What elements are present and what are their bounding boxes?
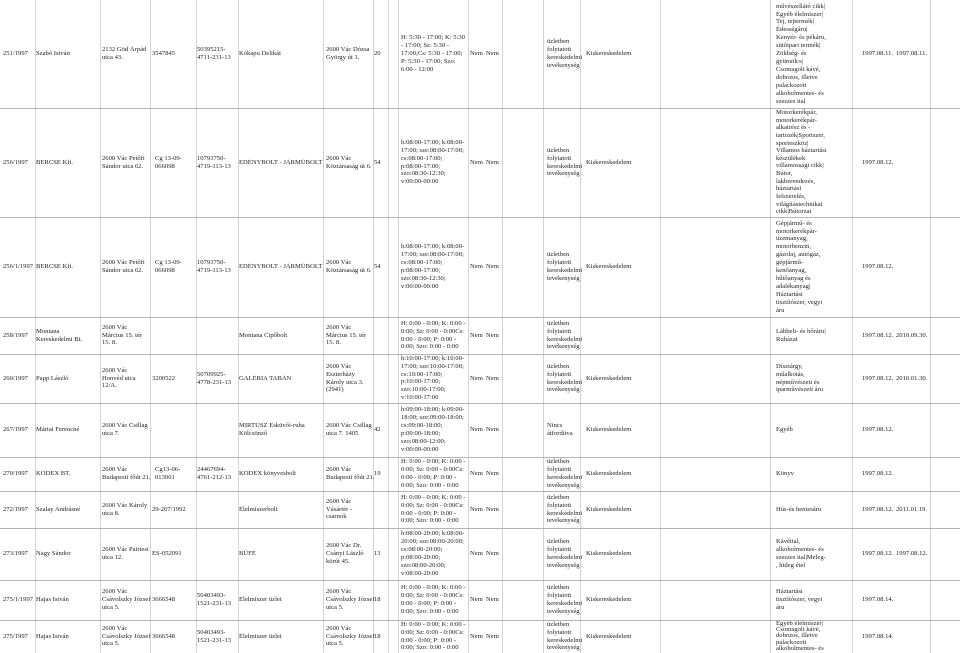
cell-addr: 2600 Vác Csávolszky József utca 5.: [102, 624, 151, 648]
cell-hours: H: 0:00 - 0:00; K: 0:00 - 0:00; Sz: 0:00 - 0:00Cs: 0:00 - 0:00; P: 0:00 - 0:00; Szo: 0:00 - 0:00: [401, 458, 466, 489]
cell-shop: Montana Cipőbolt: [239, 331, 288, 339]
cell-shopaddr: 2600 Vác Csávolszky József utca 5.: [326, 588, 375, 611]
cell-reg: 267/1997: [3, 426, 28, 434]
column-divider: [196, 0, 197, 653]
cell-type: Kiskereskedelem: [586, 550, 632, 558]
cell-reg: 273/1997: [3, 550, 28, 558]
cell-shop: Élelmiszer üzlet: [239, 632, 282, 640]
cell-addr: 2600 Vác Pairiesi utca 12.: [102, 546, 149, 561]
cell-shopaddr: 2600 Vác Budapesti főút 21.: [326, 466, 375, 481]
cell-reg: 256/1/1997: [3, 263, 34, 271]
cell-smoke: Nem: [486, 263, 499, 271]
cell-date2: 2010.09.30.: [896, 331, 928, 339]
cell-date2: 1997.08.11.: [896, 50, 928, 58]
cell-addr: 2600 Vác Budapesti főút 21.: [102, 466, 151, 481]
row-divider: [0, 354, 960, 355]
cell-status: üzletben folytatott kereskedelmi tevékenység: [547, 146, 583, 178]
cell-date1: 1997.08.14.: [862, 632, 894, 640]
cell-smoke: Nem: [486, 374, 499, 382]
cell-date1: 1997.08.12.: [862, 158, 894, 166]
cell-name: Hajas István: [36, 596, 69, 604]
cell-hours: h:09:00-18:00; k:09:00- 18:00; sze:09:00-18:00; cs:09:00-18:00; p:09:00-18:00; szo:08:00-12:00; v:00:00-00:00: [401, 406, 465, 453]
cell-status: üzletben folytatott kereskedelmi tevékenység: [547, 621, 583, 652]
column-divider: [388, 0, 389, 653]
cell-smoke: Nem: [486, 331, 499, 339]
cell-shopaddr: 2600 Vác Köztársaság út 6.: [326, 154, 372, 170]
cell-taxno: 50403493- 1521-231-13: [197, 592, 232, 607]
cell-taxno: 10793750- 4719-113-13: [197, 259, 231, 274]
cell-tax: 3200522: [152, 374, 176, 382]
cell-shop: BÜFÉ: [239, 550, 256, 558]
row-divider: [0, 457, 960, 458]
column-divider: [323, 0, 324, 653]
cell-tax: 29-207/1992: [152, 505, 186, 513]
cell-hours: h:08:00-17:00; k:08:00- 17:00; sze:08:00-17:00; cs:08:00-17:00; p:08:00-17:00; szo:08:30-12:30; v:00:00-00:00: [401, 243, 465, 290]
cell-reg: 258/1997: [3, 331, 28, 339]
cell-shop: Élelmiszerbolt: [239, 505, 278, 513]
cell-date1: 1997.08.12.: [862, 263, 894, 271]
cell-status: üzletben folytatott kereskedelmi tevékenység: [547, 38, 583, 69]
cell-area: 54: [374, 158, 381, 166]
cell-date1: 1997.08.14.: [862, 596, 894, 604]
cell-area: 13: [374, 550, 381, 558]
cell-name: BERCSE Kft.: [36, 158, 74, 166]
cell-goods: Egyéb élelmiszer| Csomagolt kávé, dobozos, illetve palackozott alkoholmentes- és: [776, 621, 824, 652]
cell-alc: Nem: [470, 158, 483, 166]
cell-shop: Élelmiszer üzlet: [239, 596, 282, 604]
cell-hours: H: 0:00 - 0:00; K: 0:00 - 0:00; Sz: 0:00 - 0:00Cs: 0:00 - 0:00; P: 0:00 - 0:00; Szo: 0:00 - 0:00: [401, 584, 466, 615]
cell-reg: 272/1997: [3, 505, 28, 513]
cell-date1: 1997.08.12.: [862, 550, 894, 558]
cell-shop: EDÉNYBOLT - JÁRMŰBOLT: [239, 158, 323, 166]
column-divider: [852, 0, 853, 653]
cell-addr: 2132 Göd Árpád utca 43.: [102, 46, 147, 61]
cell-reg: 275/1997: [3, 632, 28, 640]
cell-hours: h:10:00-17:00; k:10:00- 17:00; sze:10:00-17:00; cs:10:00-17:00; p:10:00-17:00; szo:10:00-17:00; v:10:00-17:00: [401, 355, 465, 402]
cell-goods: Motorkerékpár, motorkerékpár- alkatrész és - tartozék|Sportszer, sporteszköz| Villamos háztartási készülékek villamossági cikk| Bútor, lakberendezés, háztartási felszerelés, világítástechnikai cikk|Bútorzat: [776, 109, 827, 216]
cell-type: Kiskereskedelem: [586, 426, 632, 434]
column-divider: [502, 0, 503, 653]
column-divider: [770, 0, 771, 653]
cell-shopaddr: 2600 Vác Március 15. tér 15. 8.: [326, 323, 367, 347]
cell-reg: 251/1997: [3, 50, 28, 58]
cell-name: Mártai Ferencné: [36, 426, 80, 434]
cell-addr: 2600 Vác Csávolszky József utca 5.: [102, 588, 151, 611]
row-divider: [0, 528, 960, 529]
cell-tax: 3666548: [152, 632, 176, 640]
cell-smoke: Nem: [486, 632, 499, 640]
cell-taxno: 50403493- 1521-231-13: [197, 628, 232, 644]
cell-addr: 2600 Vác Petőfi Sándor utca 62.: [102, 259, 145, 274]
cell-smoke: Nem: [486, 50, 499, 58]
cell-type: Kiskereskedelem: [586, 505, 632, 513]
cell-cg: Cg 13-09- 066098: [155, 154, 182, 170]
cell-date1: 1997.08.12.: [862, 470, 894, 478]
cell-status: üzletben folytatott kereskedelmi tevékenység: [547, 538, 583, 569]
cell-goods: Egyéb: [776, 426, 793, 434]
cell-alc: Nem: [470, 550, 483, 558]
cell-date2: 2011.01.19.: [896, 505, 928, 513]
cell-area: 20: [374, 50, 381, 58]
cell-alc: Nem: [470, 596, 483, 604]
cell-hours: h:08:00-20:00; k:08:00- 20:00; sze:08:00-20:00; cs:08:00-20:00; p:08:00-20:00; szo:08:00-20:00; v:08:00-20:00: [401, 530, 465, 577]
cell-type: Kiskereskedelem: [586, 263, 632, 271]
cell-goods: Háztartási tisztítószer, vegyi áru: [776, 588, 823, 611]
cell-alc: Nem: [470, 331, 483, 339]
cell-goods: Lábbeli- és bőráru| Ruházat: [776, 327, 826, 343]
cell-alc: Nem: [470, 426, 483, 434]
cell-name: Papp László: [36, 374, 69, 382]
cell-name: Nagy Sándor: [36, 550, 71, 558]
column-divider: [398, 0, 399, 653]
cell-goods: Kávéital, alkoholmentes- és szeszes ital|Meleg- , hideg étel: [776, 538, 826, 569]
cell-reg: 275/1/1997: [3, 596, 34, 604]
cell-date1: 1997.08.11.: [862, 50, 894, 58]
cell-reg: 270/1997: [3, 470, 28, 478]
cell-smoke: Nem: [486, 550, 499, 558]
cell-goods: Könyv: [776, 470, 794, 478]
cell-shopaddr: 2600 Vác Vásártér - csarnok: [326, 497, 353, 521]
cell-alc: Nem: [470, 263, 483, 271]
cell-addr: 2600 Vác Honvéd utca 12/A.: [102, 366, 136, 390]
cell-area: 18: [374, 632, 381, 640]
cell-alc: Nem: [470, 505, 483, 513]
row-divider: [0, 403, 960, 404]
cell-taxno: 50395215- 4711-231-13: [197, 46, 231, 61]
cell-alc: Nem: [470, 470, 483, 478]
cell-hours: H: 0:00 - 0:00; K: 0:00 - 0:00; Sz: 0:00 - 0:00Cs: 0:00 - 0:00; P: 0:00 - 0:00; Szo: 0:00 - 0:00: [401, 319, 466, 351]
cell-name: Hajas István: [36, 632, 69, 640]
cell-status: üzletben folytatott kereskedelmi tevékenység: [547, 584, 583, 615]
cell-status: üzletben folytatott kereskedelmi tevékenység: [547, 493, 583, 525]
cell-shop: GALÉRIA TABÁN: [239, 374, 292, 382]
cell-goods: Gépjármű- és motorkerékpár- üzemanyag, motorbenzin, gázolaj, autógáz, gépjármű- kenőanyag, hűtőanyag és adalékanyag| Háztartási tisztítószer, vegyi áru: [776, 219, 823, 314]
cell-alc: Nem: [470, 374, 483, 382]
cell-status: üzletben folytatott kereskedelmi tevékenység: [547, 251, 583, 282]
cell-reg: 260/1997: [3, 374, 28, 382]
row-divider: [0, 491, 960, 492]
column-divider: [100, 0, 101, 653]
cell-area: 19: [374, 470, 381, 478]
cell-date1: 1997.08.12.: [862, 374, 894, 382]
cell-hours: H: 0:00 - 0:00; K: 0:00 - 0:00; Sz: 0:00 - 0:00Cs: 0:00 - 0:00; P: 0:00 - 0:00; Szo: 0:00 - 0:00: [401, 621, 466, 652]
cell-taxno: 10793750- 4719-113-13: [197, 154, 231, 170]
cell-smoke: Nem: [486, 426, 499, 434]
cell-status: Nincs átfordítva: [547, 422, 573, 437]
cell-type: Kiskereskedelem: [586, 158, 632, 166]
cell-date1: 1997.08.12.: [862, 426, 894, 434]
cell-reg: 256/1997: [3, 158, 28, 166]
cell-shop: MIRTUSZ Esküvői-ruha Kölcsönző: [239, 422, 305, 437]
cell-shop: KÓDEX könyvesbolt: [239, 470, 296, 478]
cell-shopaddr: 2600 Vác Köztársaság út 6.: [326, 259, 372, 274]
cell-goods: művészellátó cikk| Egyéb élelmiszer| Tej, tejtermék| Édességáru| Kenyér- és pékáru, sütőipari termék| Zöldség- és gyümölcs| Csomagolt kávé, dobozos, illetve palackozott alkoholmentes- és szeszes ital: [776, 2, 826, 105]
cell-hours: H: 0:00 - 0:00; K: 0:00 - 0:00; Sz: 0:00 - 0:00Cs: 0:00 - 0:00; P: 0:00 - 0:00; Szo: 0:00 - 0:00: [401, 493, 466, 525]
cell-status: üzletben folytatott kereskedelmi tevékenység: [547, 319, 583, 351]
column-divider: [543, 0, 544, 653]
cell-type: Kiskereskedelem: [586, 50, 632, 58]
cell-name: Szabó István: [36, 50, 70, 58]
cell-date1: 1997.08.12.: [862, 331, 894, 339]
cell-goods: Dísztárgy, műalkotás, népművészeti és iparművészeti áru: [776, 362, 824, 394]
cell-type: Kiskereskedelem: [586, 470, 632, 478]
cell-goods: Hús-és hentesáru: [776, 505, 822, 513]
cell-status: üzletben folytatott kereskedelmi tevékenység: [547, 458, 583, 489]
cell-shopaddr: 2600 Vác Dózsa György út 1.: [326, 46, 370, 61]
cell-taxno: 24467694- 4761-212-13: [197, 466, 232, 481]
cell-tax: ES-052091: [152, 550, 182, 558]
cell-date2: 1997.08.12.: [896, 550, 928, 558]
cell-taxno: 50709925- 4778-231-13: [197, 370, 232, 386]
cell-smoke: Nem: [486, 505, 499, 513]
cell-type: Kiskereskedelem: [586, 596, 632, 604]
cell-smoke: Nem: [486, 470, 499, 478]
cell-name: KÓDEX BT.: [36, 470, 71, 478]
cell-area: 54: [374, 263, 381, 271]
cell-area: 42: [374, 426, 381, 434]
cell-tax: 3666548: [152, 596, 176, 604]
cell-cg: Cg 13-09- 066098: [155, 259, 182, 274]
cell-type: Kiskereskedelem: [586, 374, 632, 382]
cell-addr: 2600 Vác Károly utca 8.: [102, 501, 148, 517]
cell-addr: 2600 Vác Petőfi Sándor utca 62.: [102, 154, 145, 170]
cell-shopaddr: 2600 Vác Eszterházy Károly utca 3. (2941): [326, 362, 364, 394]
cell-date2: 2010.01.30.: [896, 374, 928, 382]
cell-name: Szalay Andrásné: [36, 505, 81, 513]
cell-hours: H: 5:30 - 17:00; K: 5:30 - 17:00; Sz: 5:30 - 17:00;Cs: 5:30 - 17:00; P: 5:30 - 17:00; Szo: 6:00 - 12:00: [401, 34, 465, 73]
cell-smoke: Nem: [486, 158, 499, 166]
cell-name: Montana Kereskedelmi Bt.: [36, 327, 83, 343]
cell-name: BERCSE Kft.: [36, 263, 74, 271]
cell-shopaddr: 2600 Vác Dr. Csányi László körút 45.: [326, 542, 364, 565]
cell-shopaddr: 2600 Vác Csillag utca 7. 1405: [326, 422, 372, 437]
cell-shop: Kókapu Delikát: [239, 50, 281, 58]
cell-addr: 2600 Vác Csillag utca 7.: [102, 422, 148, 437]
cell-addr: 2600 Vác Március 15. tér 15. 8.: [102, 323, 143, 347]
column-divider: [660, 0, 661, 653]
cell-alc: Nem: [470, 50, 483, 58]
cell-tax: 3547845: [152, 50, 176, 58]
cell-shopaddr: 2600 Vác Csávolszky József utca 5.: [326, 624, 375, 648]
cell-alc: Nem: [470, 632, 483, 640]
cell-smoke: Nem: [486, 596, 499, 604]
cell-hours: h:08:00-17:00; k:08:00- 17:00; sze:08:00-17:00; cs:08:00-17:00; p:08:00-17:00; szo:08:30-12:30; v:00:00-00:00: [401, 138, 465, 186]
cell-date1: 1997.08.12.: [862, 505, 894, 513]
row-divider: [0, 217, 960, 218]
row-divider: [0, 580, 960, 581]
cell-area: 18: [374, 596, 381, 604]
row-divider: [0, 317, 960, 318]
cell-cg: Cg13-06- 013001: [155, 466, 181, 481]
cell-type: Kiskereskedelem: [586, 632, 632, 640]
cell-status: üzletben folytatott kereskedelmi tevékenység: [547, 362, 583, 394]
cell-shop: EDÉNYBOLT - JÁRMŰBOLT: [239, 263, 323, 271]
